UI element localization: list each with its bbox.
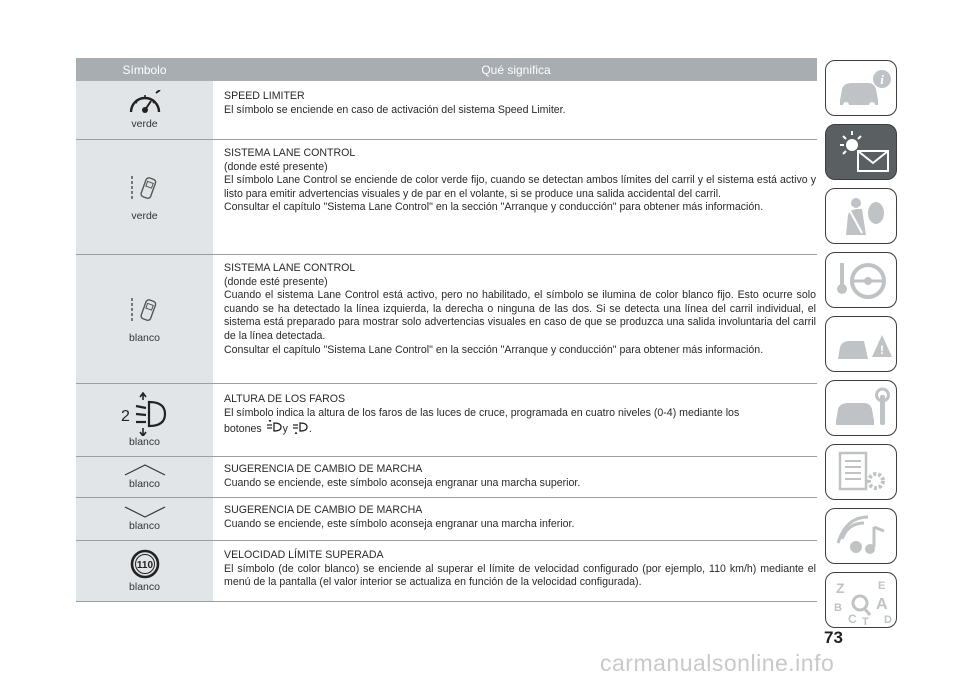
row-title: SISTEMA LANE CONTROL — [224, 147, 356, 159]
headlight-level-digit: 2 — [120, 408, 130, 425]
symbol-table — [76, 58, 817, 602]
nav-tab-safety[interactable] — [825, 188, 897, 244]
row-text: El símbolo Lane Control se enciende de color verde fijo, cuando se detectan ambos límites del carril y el sistema está activo y listo para emitir advertencias visuales y de par en el volante, si se produce una salida accidental del carril. — [224, 174, 816, 200]
row-text: Consultar el capítulo "Sistema Lane Control" en la sección "Arranque y conducción" para obtener más información. — [224, 343, 764, 356]
headlight-level-icon — [119, 392, 171, 436]
nav-tab-multimedia[interactable] — [825, 508, 897, 564]
row-title: SISTEMA LANE CONTROL — [224, 262, 356, 274]
page-number: 73 — [824, 628, 843, 647]
meaning-cell — [213, 255, 816, 383]
symbol-color: blanco — [129, 478, 160, 490]
lane-control-icon — [128, 172, 162, 206]
table-row — [76, 255, 817, 384]
row-text: Cuando se enciende, este símbolo aconseja engranar una marcha inferior. — [224, 517, 575, 530]
car-accident-icon — [826, 317, 898, 373]
row-text: El símbolo se enciende en caso de activación del sistema Speed Limiter. — [224, 103, 566, 116]
row-text: (donde esté presente) — [224, 275, 328, 288]
symbol-cell — [76, 498, 213, 540]
row-text: El símbolo indica la altura de los faros de las luces de cruce, programada en cuatro niveles (0-4) mediante los — [224, 406, 740, 419]
symbol-cell — [76, 541, 213, 601]
table-row — [76, 81, 817, 140]
gear-up-arrow-icon — [124, 464, 166, 476]
svg-text:!: ! — [880, 343, 884, 357]
row-title: SUGERENCIA DE CAMBIO DE MARCHA — [224, 504, 423, 516]
row-text: Consultar el capítulo "Sistema Lane Control" en la sección "Arranque y conducción" para obtener más información. — [224, 201, 764, 214]
buttons-suffix: . — [308, 423, 312, 436]
car-info-icon — [826, 61, 898, 117]
car-wrench-icon — [826, 381, 898, 437]
headlight-down-button-icon — [291, 420, 309, 434]
nav-tab-warning-lights[interactable] — [825, 124, 897, 180]
speed-limit-value: 110 — [136, 560, 153, 571]
symbol-cell — [76, 255, 213, 383]
symbol-cell — [76, 81, 213, 139]
meaning-cell — [213, 541, 816, 601]
row-text: El símbolo (de color blanco) se enciende al superar el límite de velocidad configurado (por ejemplo, 110 km/h) mediante el menú de la pantalla (el valor interior se actualiza en función de la velocidad configurada). — [224, 562, 816, 589]
speed-limit-sign-icon — [130, 549, 160, 579]
index-letter: Z — [836, 580, 845, 596]
index-letter: E — [878, 580, 886, 592]
table-row — [76, 498, 817, 541]
symbol-color: blanco — [129, 332, 160, 344]
document-gear-icon — [826, 445, 898, 501]
table-row — [76, 384, 817, 457]
nav-tab-emergency[interactable] — [825, 316, 897, 372]
buttons-prefix: botones — [224, 423, 262, 436]
header-meaning: Qué significa — [481, 62, 551, 77]
nav-tab-technical-data[interactable] — [825, 444, 897, 500]
nav-tab-car-info[interactable] — [825, 60, 897, 116]
seatbelt-airbag-icon — [826, 189, 898, 245]
index-letter: D — [884, 614, 892, 626]
meaning-cell — [213, 498, 816, 540]
row-title: ALTURA DE LOS FAROS — [224, 393, 346, 405]
warning-light-message-icon — [826, 125, 898, 181]
meaning-cell — [213, 384, 816, 456]
meaning-cell — [213, 140, 816, 254]
nav-tab-index[interactable] — [825, 572, 897, 628]
meaning-cell — [213, 457, 816, 497]
table-row — [76, 140, 817, 255]
steering-wheel-key-icon — [826, 253, 898, 309]
row-title: SPEED LIMITER — [224, 90, 305, 102]
index-letter: B — [834, 602, 842, 614]
row-text: Cuando se enciende, este símbolo aconseja engranar una marcha superior. — [224, 476, 581, 489]
meaning-cell — [213, 81, 816, 139]
header-symbol: Símbolo — [122, 62, 167, 77]
buttons-conj: y — [282, 423, 288, 436]
headlight-up-button-icon — [265, 420, 283, 434]
symbol-cell — [76, 140, 213, 254]
speed-limiter-icon — [126, 90, 164, 118]
multimedia-music-icon — [826, 509, 898, 565]
index-letter: T — [862, 616, 869, 628]
index-letter: C — [848, 612, 857, 626]
row-title: SUGERENCIA DE CAMBIO DE MARCHA — [224, 463, 423, 475]
table-header — [76, 58, 817, 81]
row-text: Cuando el sistema Lane Control está activo, pero no habilitado, el símbolo se ilumina de color blanco fijo. Esto ocurre solo cuando se ha detectado la línea izquierda, la derecha o ninguna de las dos. Si se detecta una línea del carril individual, el sistema está preparado para mostrar solo advertencias visuales en caso de que se produzca una salida involuntaria del carril de la línea detectada. — [224, 289, 816, 342]
symbol-color: verde — [131, 118, 158, 130]
row-text: (donde esté presente) — [224, 160, 328, 173]
alphabetical-index-icon — [826, 573, 898, 629]
table-row — [76, 457, 817, 498]
watermark: carmanualsonline.info — [600, 650, 835, 676]
table-row — [76, 541, 817, 602]
symbol-cell — [76, 384, 213, 456]
symbol-cell — [76, 457, 213, 497]
row-text-buttons — [224, 420, 816, 437]
symbol-color: blanco — [129, 520, 160, 532]
symbol-color: blanco — [129, 436, 160, 448]
gear-down-arrow-icon — [124, 506, 166, 518]
index-letter: A — [876, 596, 888, 613]
symbol-color: verde — [131, 210, 158, 222]
info-letter: i — [880, 72, 884, 87]
row-title: VELOCIDAD LÍMITE SUPERADA — [224, 549, 384, 561]
nav-tab-maintenance[interactable] — [825, 380, 897, 436]
nav-tab-starting-driving[interactable] — [825, 252, 897, 308]
symbol-color: blanco — [129, 581, 160, 593]
lane-control-icon — [128, 294, 162, 328]
